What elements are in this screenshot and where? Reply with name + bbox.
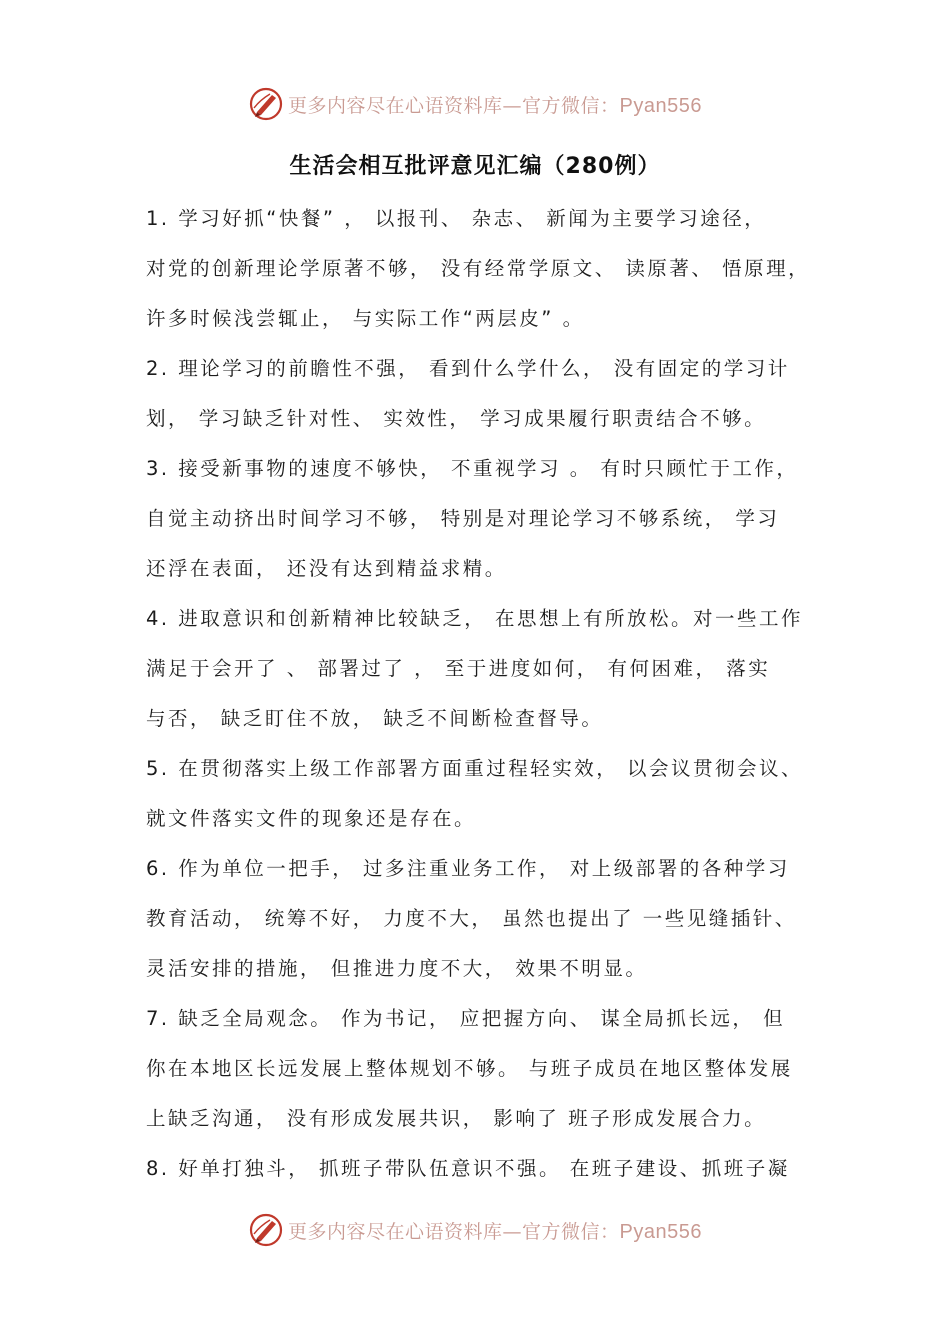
document-body [146, 197, 836, 1197]
text-line: 还浮在表面， 还没有达到精益求精。 [146, 557, 507, 580]
watermark-text: 更多内容尽在心语资料库—官方微信：Pyan556 [288, 94, 702, 117]
pen-logo-icon [248, 1212, 284, 1248]
text-line: 6. 作为单位一把手， 过多注重业务工作， 对上级部署的各种学习 [146, 857, 790, 880]
watermark-header [0, 84, 950, 124]
wechat-id: Pyan556 [619, 1220, 702, 1243]
text-line: 满足于会开了 、 部署过了 ， 至于进度如何， 有何困难， 落实 [146, 657, 771, 680]
text-line: 5. 在贯彻落实上级工作部署方面重过程轻实效， 以会议贯彻会议、 [146, 757, 804, 780]
text-line: 上缺乏沟通， 没有形成发展共识， 影响了 班子形成发展合力。 [146, 1107, 767, 1130]
text-line: 7. 缺乏全局观念。 作为书记， 应把握方向、 谋全局抓长远， 但 [146, 1007, 786, 1030]
text-line: 划， 学习缺乏针对性、 实效性， 学习成果履行职责结合不够。 [146, 407, 767, 430]
text-line: 1. 学习好抓“快餐” ， 以报刊、 杂志、 新闻为主要学习途径， [146, 207, 767, 230]
text-line: 灵活安排的措施， 但推进力度不大， 效果不明显。 [146, 957, 648, 980]
text-line: 3. 接受新事物的速度不够快， 不重视学习 。 有时只顾忙于工作， [146, 457, 799, 480]
text-line: 你在本地区长远发展上整体规划不够。 与班子成员在地区整体发展 [146, 1057, 793, 1080]
text-line: 自觉主动挤出时间学习不够， 特别是对理论学习不够系统， 学习 [146, 507, 780, 530]
text-line: 许多时候浅尝辄止， 与实际工作“两层皮” 。 [146, 307, 585, 330]
text-line: 4. 进取意识和创新精神比较缺乏， 在思想上有所放松。对一些工作 [146, 607, 804, 630]
text-line: 教育活动， 统筹不好， 力度不大， 虽然也提出了 一些见缝插针、 [146, 907, 797, 930]
text-line: 就文件落实文件的现象还是存在。 [146, 807, 477, 830]
text-line: 对党的创新理论学原著不够， 没有经常学原文、 读原著、 悟原理， [146, 257, 811, 280]
wechat-id: Pyan556 [619, 94, 702, 117]
document-title: 生活会相互批评意见汇编（280例） [289, 154, 661, 179]
pen-logo-icon [248, 86, 284, 122]
text-line: 与否， 缺乏盯住不放， 缺乏不间断检查督导。 [146, 707, 604, 730]
text-line: 8. 好单打独斗， 抓班子带队伍意识不强。 在班子建设、抓班子凝 [146, 1157, 790, 1180]
text-line: 2. 理论学习的前瞻性不强， 看到什么学什么， 没有固定的学习计 [146, 357, 790, 380]
watermark-footer [0, 1210, 950, 1250]
watermark-text: 更多内容尽在心语资料库—官方微信：Pyan556 [288, 1220, 702, 1243]
